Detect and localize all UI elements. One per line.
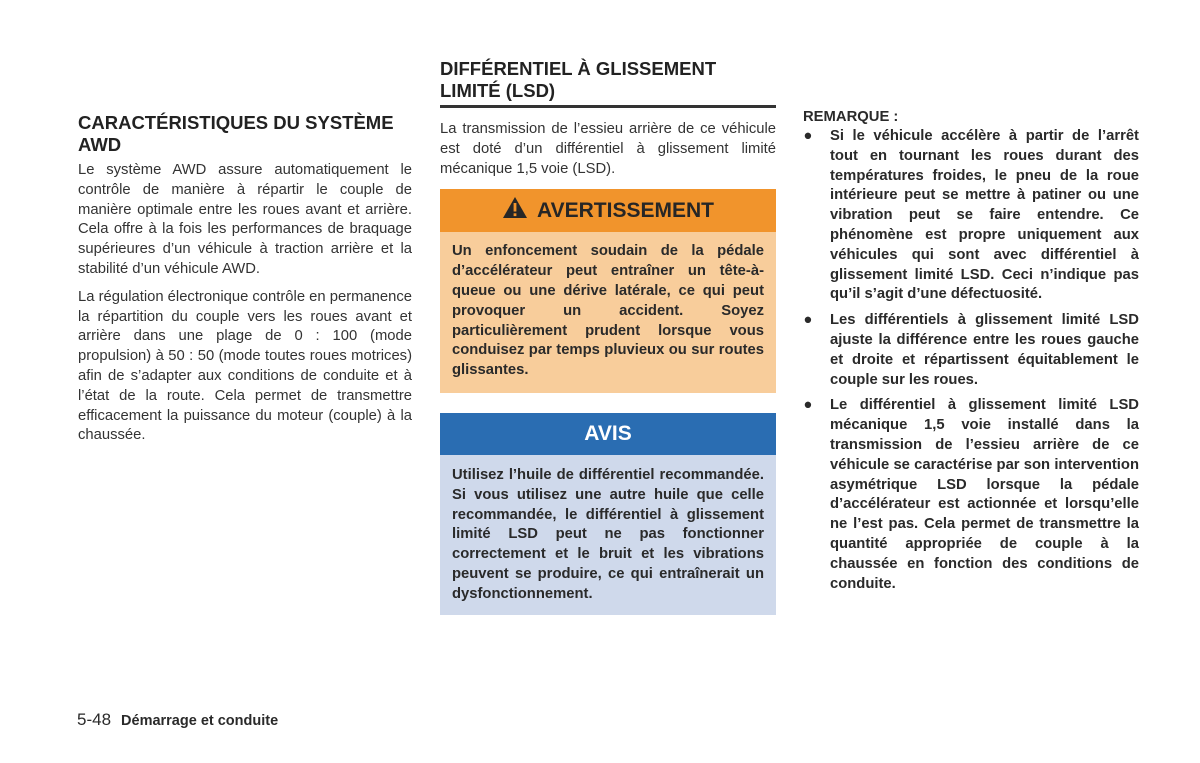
warning-triangle-icon (502, 196, 528, 225)
awd-heading: CARACTÉRISTIQUES DU SYSTÈME AWD (78, 112, 394, 155)
bullet-icon: ● (803, 128, 813, 144)
remarque-title: REMARQUE : (803, 109, 899, 125)
list-item (803, 127, 1139, 305)
page-footer (77, 710, 278, 730)
left-column (78, 112, 412, 446)
notice-box (440, 413, 776, 615)
remarque-list (803, 127, 1139, 594)
notice-header (440, 413, 776, 455)
warning-header (440, 189, 776, 232)
warning-title: AVERTISSEMENT (537, 198, 714, 222)
page-number: 5-48 (77, 710, 112, 729)
warning-box (440, 189, 776, 393)
middle-column (440, 58, 776, 615)
bullet-icon: ● (803, 397, 813, 414)
lsd-heading: DIFFÉRENTIEL À GLISSEMENT LIMITÉ (LSD) (440, 58, 776, 108)
notice-title: AVIS (584, 421, 632, 445)
box-separator (440, 393, 776, 413)
warning-text: Un enfoncement soudain de la pédale d’accélérateur peut entraîner un tête-à-queue ou une dérive latérale, ce qui peut provoquer un accident. Soyez particulièrement prudent lorsque vous conduisez par temps pluvieux ou sur routes glissantes. (440, 232, 776, 393)
list-item (803, 396, 1139, 594)
bullet-text: Si le véhicule accélère à partir de l’arrêt tout en tournant les roues durant des températures froides, le pneu de la roue intérieure peut se mettre à patiner ou une vibration peut se faire entendre. Ce phénomène est propre uniquement aux véhicules qui sont avec différentiel à glissement limité LSD. Ceci n’indique pas qu’il s’agit d’une défectuosité. (830, 128, 1139, 303)
section-name: Démarrage et conduite (121, 713, 279, 729)
bullet-icon: ● (803, 312, 813, 329)
bullet-text: Les différentiels à glissement limité LSD ajuste la différence entre les roues gauche et droite et répartissent équitablement le couple sur les roues. (830, 312, 1139, 388)
right-column (803, 108, 1139, 600)
awd-paragraph-1: Le système AWD assure automatiquement le contrôle de manière à répartir le couple de manière optimale entre les roues avant et arrière. Cela offre à la fois les performances de braquage supérieures d’un véhicule à traction arrière et la stabilité d’un véhicule AWD. (78, 162, 412, 277)
bullet-text: Le différentiel à glissement limité LSD mécanique 1,5 voie installé dans la transmission de l’essieu arrière de ce véhicule se caractérise par son intervention asymétrique LSD lorsque la pédale d’accélérateur est actionnée et lorsqu’elle ne l’est pas. Cela permet de transmettre la quantité appropriée de couple à la chaussée en fonction des conditions de conduite. (830, 397, 1139, 592)
lsd-paragraph: La transmission de l’essieu arrière de ce véhicule est doté d’un différentiel à glissement limité mécanique 1,5 voie (LSD). (440, 121, 776, 177)
awd-paragraph-2: La régulation électronique contrôle en permanence la répartition du couple vers les roues avant et arrière dans une plage de 0 : 100 (mode propulsion) à 50 : 50 (mode toutes roues motrices) afin de s’adapter aux conditions de conduite et à l’état de la route. Cela permet de transmettre efficacement la puissance du moteur (couple) à la chaussée. (78, 288, 412, 444)
list-item (803, 311, 1139, 390)
notice-text: Utilisez l’huile de différentiel recommandée. Si vous utilisez une autre huile que celle recommandée, le différentiel à glissement limité LSD peut ne pas fonctionner correctement et le bruit et les vibrations peuvent se produire, ce qui entraînerait un dysfonctionnement. (440, 455, 776, 615)
